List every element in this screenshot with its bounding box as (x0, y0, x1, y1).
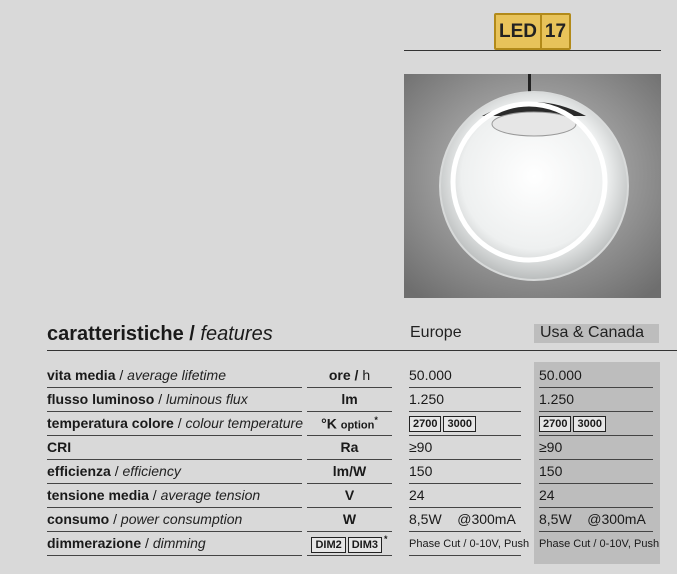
spec-row-efficiency: efficienza / efficiency lm/W 150 150 (0, 459, 677, 483)
label-en: average lifetime (127, 367, 226, 383)
value-usa: ≥90 (539, 439, 563, 455)
spec-row-colour-temperature: temperatura colore / colour temperature °K option* 2700 3000 2700 3000 (0, 411, 677, 435)
product-photo (404, 74, 661, 298)
option-box: 3000 (443, 416, 475, 432)
unit: °K option* (321, 415, 378, 432)
unit: lm (341, 391, 358, 407)
column-usa: Usa & Canada (540, 324, 645, 341)
option-box: 2700 (539, 416, 571, 432)
label-it: tensione media (47, 487, 149, 503)
value-europe: Phase Cut / 0-10V, Push (409, 538, 530, 550)
led-badge (494, 13, 571, 50)
value-europe: ≥90 (409, 439, 433, 455)
label-it: dimmerazione (47, 535, 142, 551)
dim-box: DIM2 (311, 537, 345, 553)
label-en: average tension (160, 487, 261, 503)
label-it: CRI (47, 439, 72, 455)
unit: lm/W (332, 463, 367, 479)
column-europe: Europe (410, 324, 462, 341)
spec-row-flux: flusso luminoso / luminous flux lm 1.250 1.250 (0, 387, 677, 411)
dim-box: DIM3 (348, 537, 382, 553)
label-it: vita media (47, 367, 116, 383)
header-rule (47, 350, 677, 351)
value-usa: 150 (539, 463, 563, 479)
value-europe: 150 (409, 463, 433, 479)
divider (404, 50, 661, 51)
spec-row-consumption: consumo / power consumption W 8,5W @300mA 8,5W @300mA (0, 507, 677, 531)
label-en: power consumption (120, 511, 243, 527)
spec-row-tension: tensione media / average tension V 24 24 (0, 483, 677, 507)
unit: W (342, 511, 357, 527)
spec-row-dimming: dimmerazione / dimming DIM2 DIM3 * Phase Cut / 0-10V, Push Phase Cut / 0-10V, Push (0, 531, 677, 555)
value-europe (409, 414, 478, 432)
label-en: luminous flux (166, 391, 248, 407)
value-usa: 50.000 (539, 367, 582, 383)
title-english: features (200, 323, 273, 345)
value-europe: 1.250 (409, 391, 445, 407)
unit: V (344, 487, 355, 503)
unit: Ra (340, 439, 359, 455)
led-badge-label: LED (496, 15, 542, 48)
label-en: colour temperature (185, 415, 304, 431)
option-box: 2700 (409, 416, 441, 432)
unit: DIM2 DIM3 * (307, 534, 392, 553)
value-usa: Phase Cut / 0-10V, Push (539, 538, 660, 550)
value-europe: 8,5W @300mA (409, 511, 516, 527)
value-europe: 24 (409, 487, 425, 503)
label-it: efficienza (47, 463, 111, 479)
value-usa: 1.250 (539, 391, 575, 407)
label-it: temperatura colore (47, 415, 174, 431)
spec-row-cri (0, 435, 677, 459)
value-usa: 8,5W @300mA (539, 511, 646, 527)
label-en: efficiency (122, 463, 181, 479)
led-badge-number: 17 (544, 20, 567, 42)
label-it: flusso luminoso (47, 391, 155, 407)
value-usa (539, 414, 608, 432)
title-italian: caratteristiche / (47, 323, 201, 345)
label-en: dimming (152, 535, 206, 551)
section-title (47, 323, 273, 346)
unit: ore / h (328, 367, 371, 383)
spec-row-lifetime: vita media / average lifetime ore / h 50.000 50.000 (0, 363, 677, 387)
option-box: 3000 (573, 416, 605, 432)
value-europe: 50.000 (409, 367, 452, 383)
label-it: consumo (47, 511, 110, 527)
value-usa: 24 (539, 487, 555, 503)
